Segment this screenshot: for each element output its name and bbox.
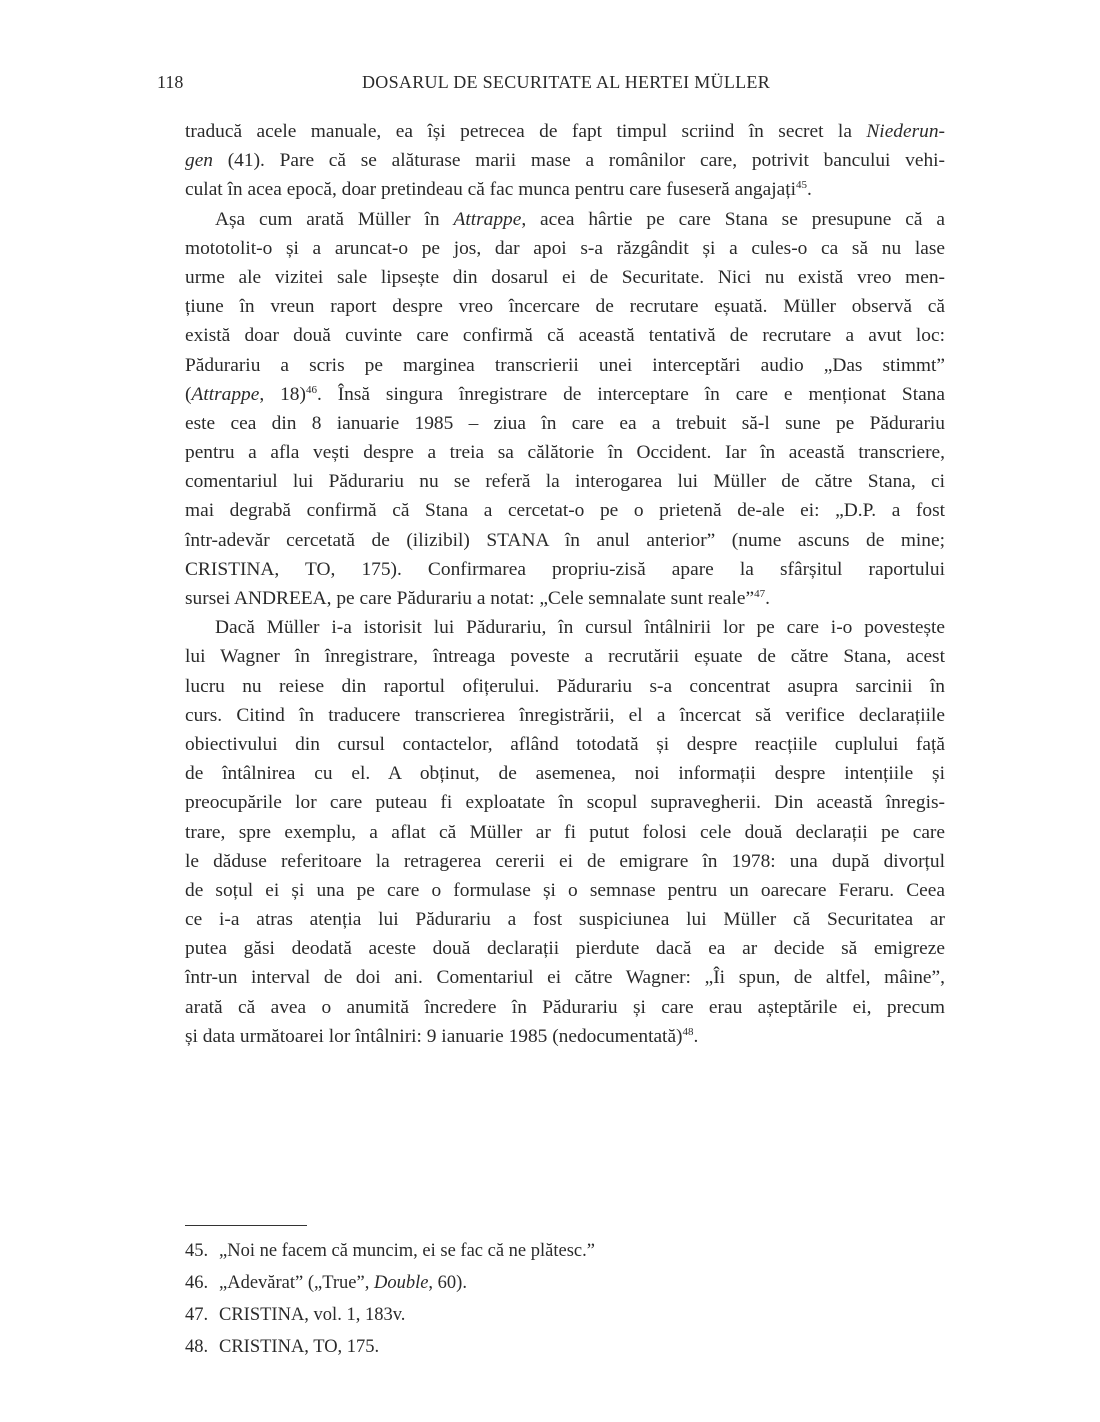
- text-line: [185, 292, 945, 321]
- footnote: [185, 1301, 595, 1333]
- text-line: [185, 905, 945, 934]
- text-run: , 18): [259, 383, 306, 405]
- footnote-divider: [185, 1225, 307, 1226]
- italic-text: Attrappe: [191, 383, 260, 405]
- footnote-number: 45.: [185, 1241, 209, 1261]
- text-run: comentariul lui Pădurariu nu se referă la interogarea lui Müller de către Stana, ci: [185, 471, 945, 493]
- text-line: [185, 438, 945, 467]
- footnote: [185, 1237, 595, 1269]
- text-run: .: [807, 179, 812, 201]
- text-line: [185, 496, 945, 525]
- text-run: CRISTINA, TO, 175). Confirmarea propriu-zisă apare la sfârșitul raportului: [185, 558, 945, 580]
- text-line: [185, 818, 945, 847]
- text-run: putea găsi deodată aceste două declarații pierdute dacă ea ar decide să emigreze: [185, 938, 945, 960]
- footnote-reference[interactable]: 47: [754, 588, 766, 600]
- text-line: [185, 730, 945, 759]
- text-run: .: [693, 1025, 699, 1047]
- footnote-reference[interactable]: 46: [305, 383, 317, 396]
- page-header: [157, 72, 945, 100]
- text-run: culat în acea epocă, doar pretindeau că fac munca pentru care fuseseră angajați: [185, 179, 796, 201]
- text-run: preocupările lor care puteau fi exploatate în scopul supravegherii. Din această înregis-: [185, 792, 945, 814]
- text-run: (41). Pare că se alăturase marii mase a românilor care, potrivit bancului vehi-: [213, 150, 945, 172]
- text-run: există doar două cuvinte care confirmă că această tentativă de recrutare a avut loc:: [185, 325, 945, 347]
- text-run: este cea din 8 ianuarie 1985 – ziua în care ea a trebuit să-l sune pe Pădurariu: [185, 412, 945, 434]
- italic-text: Double: [373, 1273, 429, 1293]
- text-line: [185, 205, 945, 234]
- text-line: [185, 963, 945, 992]
- text-run: , acea hârtie pe care Stana se presupune că a: [521, 208, 945, 230]
- text-line: [185, 380, 945, 409]
- text-run: obiectivului din cursul contactelor, aflând totodată și despre reacțiile cuplului față: [185, 733, 945, 755]
- text-line: [185, 175, 945, 204]
- text-run: CRISTINA, TO, 175.: [219, 1337, 380, 1357]
- text-run: ce i-a atras atenția lui Pădurariu a fost suspiciunea lui Müller că Securitatea ar: [185, 909, 945, 931]
- text-run: de întâlnirea cu el. A obținut, de asemenea, noi informații despre intențiile și: [185, 763, 945, 785]
- text-run: CRISTINA, vol. 1, 183v.: [219, 1305, 406, 1325]
- text-run: lucru nu reiese din raportul ofițerului. Pădurariu s-a concentrat asupra sarcinii în: [185, 675, 945, 697]
- text-line: [185, 351, 945, 380]
- text-run: într-un interval de doi ani. Comentariul ei către Wagner: „Îi spun, de altfel, mâine”,: [185, 967, 945, 989]
- text-line: [185, 409, 945, 438]
- text-line: [185, 263, 945, 292]
- text-line: [185, 146, 945, 175]
- text-line: [185, 672, 945, 701]
- text-run: mai degrabă confirmă că Stana a cercetat-o pe o prietenă de-ale ei: „D.P. a fost: [185, 500, 945, 522]
- text-line: [185, 701, 945, 730]
- text-run: arată că avea o anumită încredere în Pădurariu și care erau așteptările ei, precum: [185, 996, 945, 1018]
- text-run: traducă acele manuale, ea își petrecea de fapt timpul scriind în secret la: [185, 121, 867, 142]
- footnote-number: 48.: [185, 1337, 209, 1357]
- body-text: [185, 117, 945, 1051]
- footnote: [185, 1269, 595, 1301]
- text-run: .: [765, 588, 770, 609]
- text-line: [185, 642, 945, 671]
- text-line: [185, 876, 945, 905]
- text-line: [185, 759, 945, 788]
- text-run: pentru a afla vești despre a treia sa călătorie în Occident. Iar în această transcriere,: [185, 442, 945, 464]
- footnote-number: 47.: [185, 1305, 209, 1325]
- text-run: lui Wagner în înregistrare, întreaga poveste a recrutării eșuate de către Stana, acest: [185, 646, 945, 668]
- text-run: țiune în vreun raport despre vreo încercare de recrutare eșuată. Müller observă că: [185, 296, 945, 318]
- text-line: [185, 584, 945, 613]
- text-run: mototolit-o și a aruncat-o pe jos, dar apoi s-a răzgândit și a cules-o ca să nu lase: [185, 237, 945, 259]
- text-run: le dăduse referitoare la retragerea cererii ei de emigrare în 1978: una după divorțul: [185, 850, 945, 872]
- italic-text: Niederun-: [866, 121, 945, 142]
- text-line: [185, 234, 945, 263]
- footnotes: [185, 1237, 595, 1365]
- text-line: [185, 467, 945, 496]
- text-run: de soțul ei și una pe care o formulase și o semnase pentru un oarecare Feraru. Ceea: [185, 879, 945, 901]
- text-line: [185, 555, 945, 584]
- text-run: sursei ANDREEA, pe care Pădurariu a notat: „Cele semnalate sunt reale”: [185, 588, 755, 609]
- text-line: [185, 526, 945, 555]
- text-run: urme ale vizitei sale lipsește din dosarul ei de Securitate. Nici nu există vreo men-: [185, 266, 945, 288]
- footnote-number: 46.: [185, 1273, 209, 1293]
- text-line: [185, 117, 945, 146]
- text-run: (: [185, 383, 192, 405]
- footnote: [185, 1333, 595, 1365]
- page-number: 118: [157, 72, 184, 92]
- text-run: curs. Citind în traducere transcrierea înregistrării, el a încercat să verifice declarațiile: [185, 704, 945, 726]
- footnote-reference[interactable]: 48: [682, 1025, 694, 1038]
- text-run: trare, spre exemplu, a aflat că Müller ar fi putut folosi cele două declarații pe care: [185, 821, 945, 843]
- footnote-reference[interactable]: 45: [796, 179, 807, 192]
- text-run: Așa cum arată Müller în: [215, 208, 454, 230]
- text-run: „Noi ne facem că muncim, ei se fac că ne plătesc.”: [219, 1241, 595, 1261]
- text-run: într-adevăr cercetată de (ilizibil) STANA în anul anterior” (nume ascuns de mine;: [185, 529, 945, 551]
- text-line: [185, 847, 945, 876]
- text-run: și data următoarei lor întâlniri: 9 ianuarie 1985 (nedocumentată): [185, 1025, 683, 1047]
- text-line: [185, 788, 945, 817]
- italic-text: Attrappe: [453, 208, 522, 230]
- italic-text: gen: [185, 150, 213, 172]
- text-line: [185, 934, 945, 963]
- text-line: [185, 1022, 945, 1051]
- text-run: . Însă singura înregistrare de interceptare în care e menționat Stana: [316, 383, 945, 405]
- text-run: Pădurariu a scris pe marginea transcrierii unei interceptări audio „Das stimmt”: [185, 354, 945, 376]
- text-line: [185, 993, 945, 1022]
- running-title: DOSARUL DE SECURITATE AL HERTEI MÜLLER: [361, 72, 771, 92]
- text-line: [185, 321, 945, 350]
- text-run: , 60).: [428, 1273, 467, 1293]
- text-run: Dacă Müller i-a istorisit lui Pădurariu, în cursul întâlnirii lor pe care i-o povestește: [215, 617, 945, 639]
- text-line: [185, 613, 945, 642]
- text-run: „Adevărat” („True”,: [219, 1273, 374, 1293]
